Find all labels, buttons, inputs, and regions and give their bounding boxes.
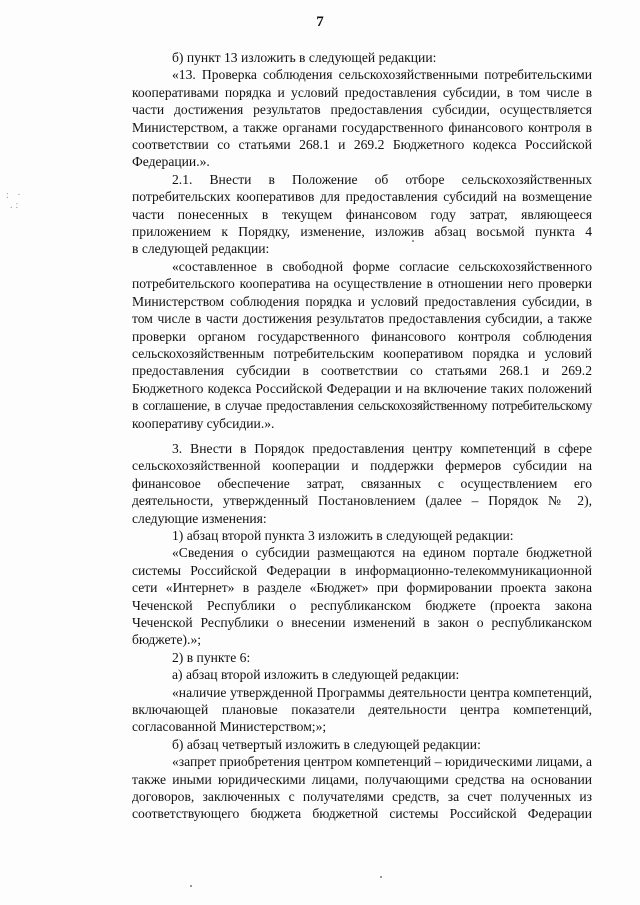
text-line: «13. Проверка соблюдения сельскохозяйственными потребительскими (172, 67, 592, 83)
text-line: Чеченской Республики о внесении изменений в закон о республиканском (132, 615, 592, 630)
text-line: соответствии со статьями 268.1 и 269.2 Бюджетного кодекса Российской (132, 137, 592, 153)
paragraph (92, 666, 592, 683)
paragraph-gap (92, 432, 592, 440)
text-line: 1) абзац второй пункта 3 изложить в следующей редакции: (172, 527, 514, 543)
scan-speck (190, 885, 192, 887)
scan-speck (380, 876, 382, 878)
paragraph (92, 684, 592, 736)
text-line: финансовое обеспечение затрат, связанных с осуществлением его (132, 475, 592, 491)
scan-artifact: : · (6, 190, 24, 201)
text-line: части понесенных в текущем финансовом году затрат, являющееся (132, 206, 592, 222)
text-line: потребительских кооперативов для предоставления субсидий на возмещение (132, 189, 592, 205)
text-line: в соглашение, в случае предоставления сельскохозяйственному потребительскому (132, 398, 592, 414)
text-line: б) пункт 13 изложить в следующей редакции: (172, 50, 437, 65)
text-line: проверки органом государственного финансового контроля соблюдения (132, 328, 592, 344)
text-line: также иными юридическими лицами, получающими средства на основании (132, 771, 592, 787)
document-body (92, 49, 592, 823)
text-line: деятельности, утвержденный Постановлением (далее – Порядок № 2), (132, 493, 592, 509)
text-line: договоров, заключенных с получателями средств, за счет полученных из (132, 789, 592, 805)
text-line: бюджете).»; (132, 632, 202, 648)
text-line: «запрет приобретения центром компетенций – юридическими лицами, а (172, 754, 592, 770)
text-line: согласованной Министерством;»; (132, 719, 327, 735)
paragraph (92, 66, 592, 170)
paragraph (92, 753, 592, 823)
paragraph (92, 736, 592, 753)
text-line: 3. Внести в Порядок предоставления центру компетенций в сфере (172, 440, 592, 456)
paragraph (92, 527, 592, 544)
text-line: «Сведения о субсидии размещаются на едином портале бюджетной (172, 545, 592, 561)
text-line: Федерации.». (132, 154, 210, 170)
text-line: включающей плановые показатели деятельности центра компетенций, (132, 702, 592, 718)
text-line: потребительского кооператива на осуществление в отношении него проверки (132, 276, 592, 292)
text-line: следующие изменения: (132, 510, 267, 526)
text-line: а) абзац второй изложить в следующей редакции: (172, 667, 460, 683)
text-line: сети «Интернет» в разделе «Бюджет» при формировании проекта закона (132, 580, 592, 596)
text-line: Чеченской Республики о республиканском бюджете (проекта закона (132, 597, 592, 613)
paragraph (92, 258, 592, 440)
text-line: Министерством соблюдения порядка и условий предоставления субсидии, в (132, 293, 592, 309)
scan-speck (412, 240, 414, 242)
text-line: том числе в части достижения результатов предоставления субсидии, а также (132, 311, 592, 327)
text-line: «составленное в свободной форме согласие сельскохозяйственного (172, 258, 592, 274)
text-line: сельскохозяйственным потребительским кооперативом порядка и условий (132, 345, 592, 361)
paragraph (92, 171, 592, 258)
text-line: системы Российской Федерации в информационно-телекоммуникационной (132, 562, 592, 578)
text-line: в следующей редакции: (132, 241, 270, 257)
page-number: 7 (316, 14, 324, 30)
text-line: Бюджетного кодекса Российской Федерации и на включение таких положений (132, 380, 592, 396)
text-line: кооперативами порядка и условий предоставления субсидии, в том числе в (132, 84, 592, 100)
paragraph (92, 49, 592, 66)
text-line: б) абзац четвертый изложить в следующей редакции: (172, 736, 481, 752)
paragraph (92, 649, 592, 666)
scan-artifact: .: (10, 200, 22, 211)
text-line: соответствующего бюджета бюджетной системы Российской Федерации (132, 806, 592, 822)
text-line: сельскохозяйственной кооперации и поддержки фермеров субсидии на (132, 458, 592, 474)
text-line: «наличие утвержденной Программы деятельности центра компетенций, (172, 684, 592, 700)
text-line: части достижения результатов предоставления субсидии, осуществляется (132, 102, 592, 118)
text-line: Министерством, а также органами государственного финансового контроля в (132, 119, 592, 135)
text-line: 2) в пункте 6: (172, 649, 251, 665)
text-line: предоставления субсидии в соответствии со статьями 268.1 и 269.2 (132, 363, 592, 379)
paragraph (92, 440, 592, 527)
text-line: приложением к Порядку, изменение, изложив абзац восьмой пункта 4 (132, 224, 592, 240)
text-line: кооперативу субсидии.». (132, 415, 275, 431)
text-line: 2.1. Внести в Положение об отборе сельскохозяйственных (172, 171, 592, 187)
paragraph (92, 544, 592, 648)
